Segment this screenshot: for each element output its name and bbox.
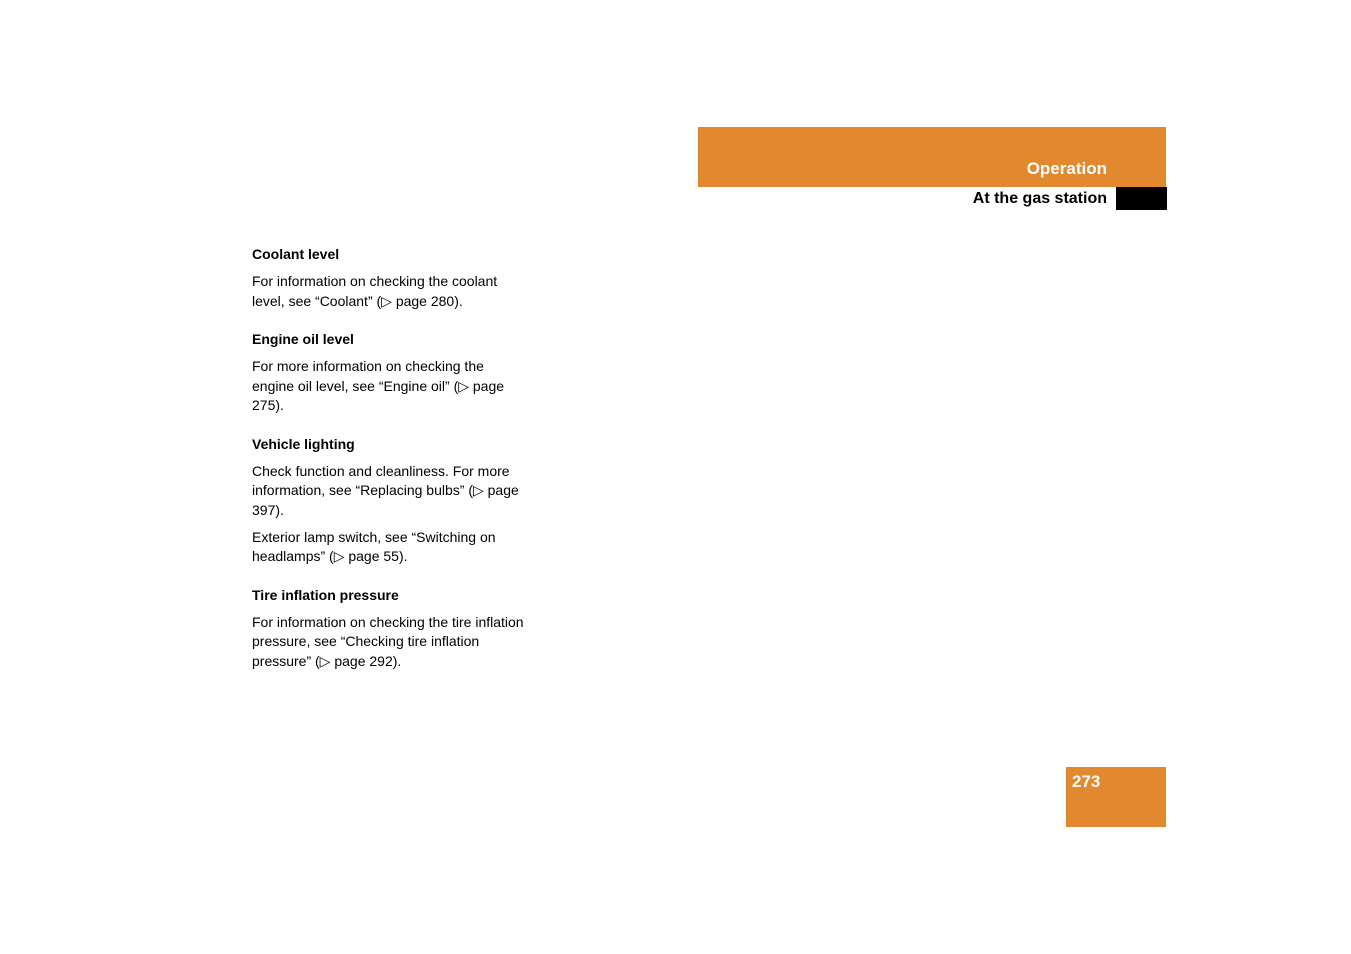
engine-oil-level-section (252, 330, 527, 416)
section-title: Operation (1026, 159, 1107, 178)
tire-inflation-pressure-section (252, 586, 527, 672)
vehicle-lighting-section (252, 435, 527, 567)
coolant-level-section (252, 245, 527, 311)
subsection-title: At the gas station (972, 190, 1107, 207)
section-paragraph: Exterior lamp switch, see “Switching on headlamps” (▷ page 55). (252, 528, 496, 564)
page-number: 273 (1072, 772, 1101, 791)
section-paragraph: For more information on checking the engine oil level, see “Engine oil” (▷ page 275). (252, 358, 505, 413)
section-paragraph: Check function and cleanliness. For more information, see “Replacing bulbs” (▷ page 397). (252, 462, 519, 518)
page-number-box (1066, 767, 1166, 827)
section-heading: Vehicle lighting (252, 435, 355, 452)
section-heading: Coolant level (252, 246, 340, 262)
section-heading: Tire inflation pressure (252, 586, 399, 603)
section-heading: Engine oil level (252, 331, 354, 347)
section-paragraph: For information on checking the coolant level, see “Coolant” (▷ page 280). (252, 273, 498, 309)
chapter-tab-marker (1116, 187, 1167, 210)
section-paragraph: For information on checking the tire inflation pressure, see “Checking tire inflation pressure” (▷ page 292). (252, 613, 524, 669)
main-content (252, 245, 527, 690)
